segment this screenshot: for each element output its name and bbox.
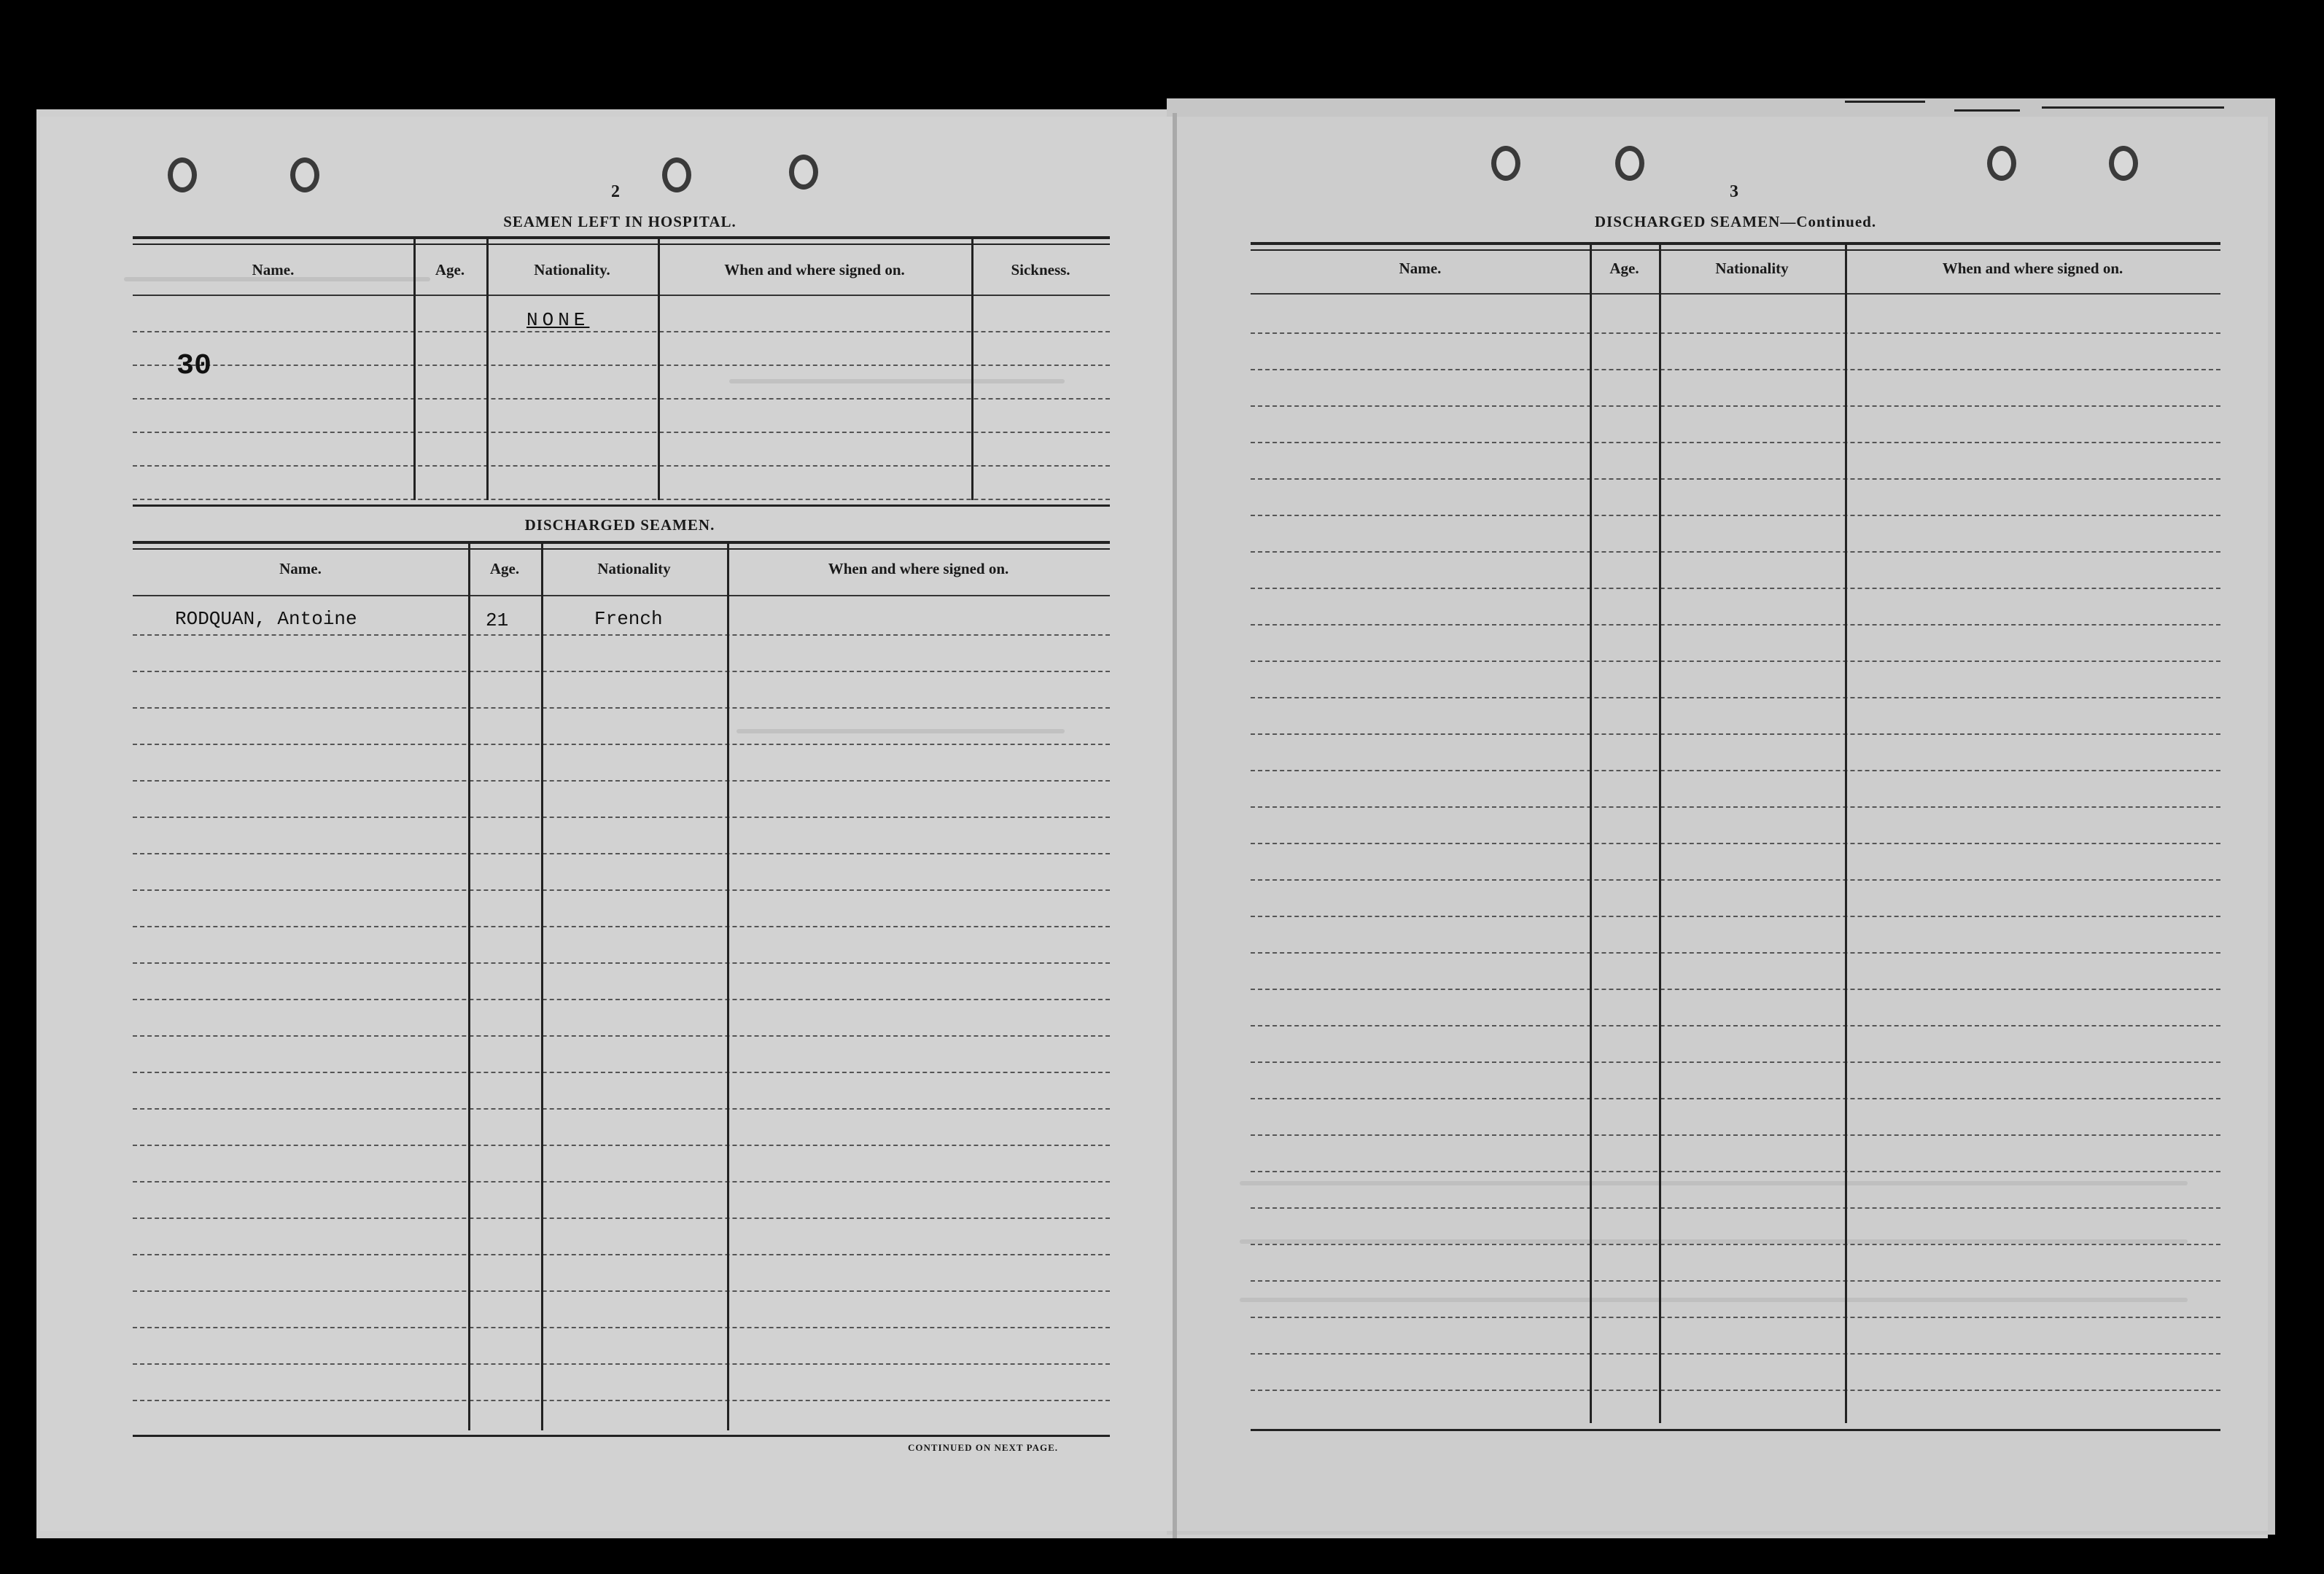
discharged-row-nationality: French [594, 608, 663, 630]
punch-hole [662, 157, 691, 192]
col-header-sickness: Sickness. [1011, 261, 1070, 278]
punch-hole [789, 155, 818, 190]
scribble-mark [1845, 101, 1925, 103]
col-header-name: Name. [1399, 260, 1442, 277]
punch-hole [1491, 146, 1520, 181]
punch-hole [1615, 146, 1644, 181]
page-fold [1173, 113, 1177, 1538]
punch-hole [2109, 146, 2138, 181]
hospital-table [133, 236, 1110, 507]
discharged-row-age: 21 [486, 609, 509, 631]
punch-hole [1987, 146, 2016, 181]
punch-hole [168, 157, 197, 192]
col-header-age: Age. [489, 560, 520, 577]
discharged-continued-title: DISCHARGED SEAMEN—Continued. [1594, 213, 1877, 230]
col-header-nationality: Nationality [1715, 260, 1789, 277]
scribble-mark [1954, 109, 2020, 112]
col-header-nationality: Nationality. [534, 261, 610, 278]
discharged-row-name: RODQUAN, Antoine [175, 608, 357, 630]
col-header-nationality: Nationality [597, 560, 671, 577]
discharged-table-left [133, 541, 1110, 1445]
col-header-age: Age. [1609, 260, 1639, 277]
discharged-table-right [1251, 242, 2220, 1438]
page-number: 2 [611, 182, 620, 201]
discharged-section-title: DISCHARGED SEAMEN. [524, 516, 715, 534]
continued-footer: CONTINUED ON NEXT PAGE. [908, 1442, 1058, 1453]
hospital-none-entry: NONE [526, 309, 590, 331]
col-header-signed-on: When and where signed on. [1942, 260, 2123, 277]
col-header-age: Age. [435, 261, 465, 278]
col-header-name: Name. [252, 261, 295, 278]
punch-hole [290, 157, 319, 192]
hospital-section-title: SEAMEN LEFT IN HOSPITAL. [503, 213, 737, 230]
scribble-mark [2042, 106, 2224, 109]
col-header-signed-on: When and where signed on. [724, 261, 905, 278]
col-header-signed-on: When and where signed on. [828, 560, 1009, 577]
margin-stamp: 30 [176, 350, 212, 383]
col-header-name: Name. [279, 560, 322, 577]
page-number: 3 [1730, 182, 1738, 201]
